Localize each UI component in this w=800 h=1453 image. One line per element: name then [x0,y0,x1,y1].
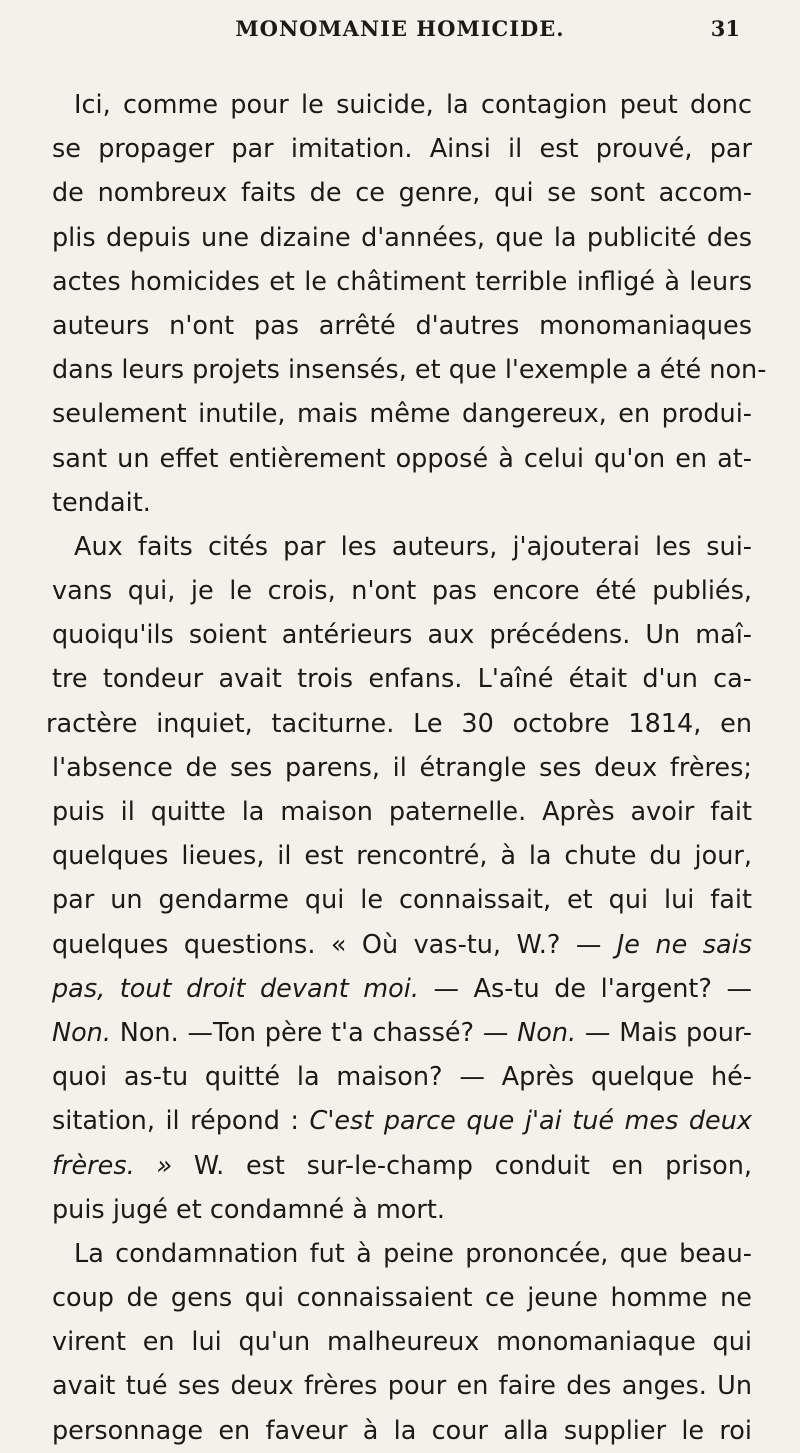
text-line: Aux faits cités par les auteurs, j'ajouterai les sui- [74,531,752,562]
italic-segment: frères. » [52,1150,173,1181]
text-line: quoiqu'ils soient antérieurs aux précédens. Un maî- [52,620,752,651]
text-line: auteurs n'ont pas arrêté d'autres monomaniaques [52,310,752,341]
text-line: quelques lieues, il est rencontré, à la chute du jour, [52,841,752,872]
text-line: vans qui, je le crois, n'ont pas encore été publiés, [52,576,752,607]
text-line-mixed [52,923,752,967]
text-segment: — As-tu de l'argent? — [433,973,752,1004]
text-line-mixed [52,1011,752,1055]
text-line-mixed [52,1144,752,1188]
text-line: sant un effet entièrement opposé à celui qu'on en at- [52,443,752,474]
text-line: puis jugé et condamné à mort. [52,1194,445,1225]
text-line: de nombreux faits de ce genre, qui se sont accom- [52,178,752,209]
italic-segment: tout droit devant moi. [119,973,419,1004]
italic-segment: Je ne sais [616,929,752,960]
text-line: l'absence de ses parens, il étrangle ses deux frères; [52,752,752,783]
text-line: seulement inutile, mais même dangereux, en produi- [52,399,752,430]
italic-segment: Non. [52,1017,111,1048]
text-line: virent en lui qu'un malheureux monomaniaque qui [52,1327,752,1358]
text-line: quoi as-tu quitté la maison? — Après quelque hé- [52,1062,752,1093]
text-segment: W. est sur-le-champ conduit en prison, [193,1150,752,1181]
text-line: avait tué ses deux frères pour en faire des anges. Un [52,1371,752,1402]
text-line-mixed [52,967,752,1011]
text-line: La condamnation fut à peine prononcée, que beau- [74,1238,752,1269]
italic-segment: C'est parce que j'ai tué mes deux [309,1106,753,1137]
text-line: par un gendarme qui le connaissait, et qui lui fait [52,885,752,916]
text-line: Ici, comme pour le suicide, la contagion peut donc [74,90,752,120]
text-segment: sitation, il répond : [52,1106,299,1137]
text-segment: — Mais pour- [584,1017,753,1048]
running-head-title: MONOMANIE HOMICIDE. [235,16,565,41]
text-line: tendait. [52,487,151,518]
text-line: ractère inquiet, taciturne. Le 30 octobre 1814, en [46,708,752,739]
italic-segment: pas, [52,973,106,1004]
italic-segment: Non. [517,1017,577,1048]
text-line: plis depuis une dizaine d'années, que la publicité des [52,222,752,253]
text-line: tre tondeur avait trois enfans. L'aîné était d'un ca- [52,664,752,695]
text-line-mixed [52,1099,752,1143]
text-line: se propager par imitation. Ainsi il est prouvé, par [52,134,752,165]
page-number: 31 [710,16,740,41]
text-line: personnage en faveur à la cour alla supplier le roi [52,1415,752,1446]
text-line: dans leurs projets insensés, et que l'exemple a été non- [52,355,767,386]
text-line: actes homicides et le châtiment terrible infligé à leurs [52,266,752,297]
text-line: coup de gens qui connaissaient ce jeune homme ne [52,1283,752,1314]
running-head [60,16,740,52]
text-segment: quelques questions. « Où vas-tu, W.? — [52,929,602,960]
text-segment: Non. —Ton père t'a chassé? — [119,1017,509,1048]
body-text [46,83,767,1453]
text-line: puis il quitte la maison paternelle. Après avoir fait [52,797,752,827]
